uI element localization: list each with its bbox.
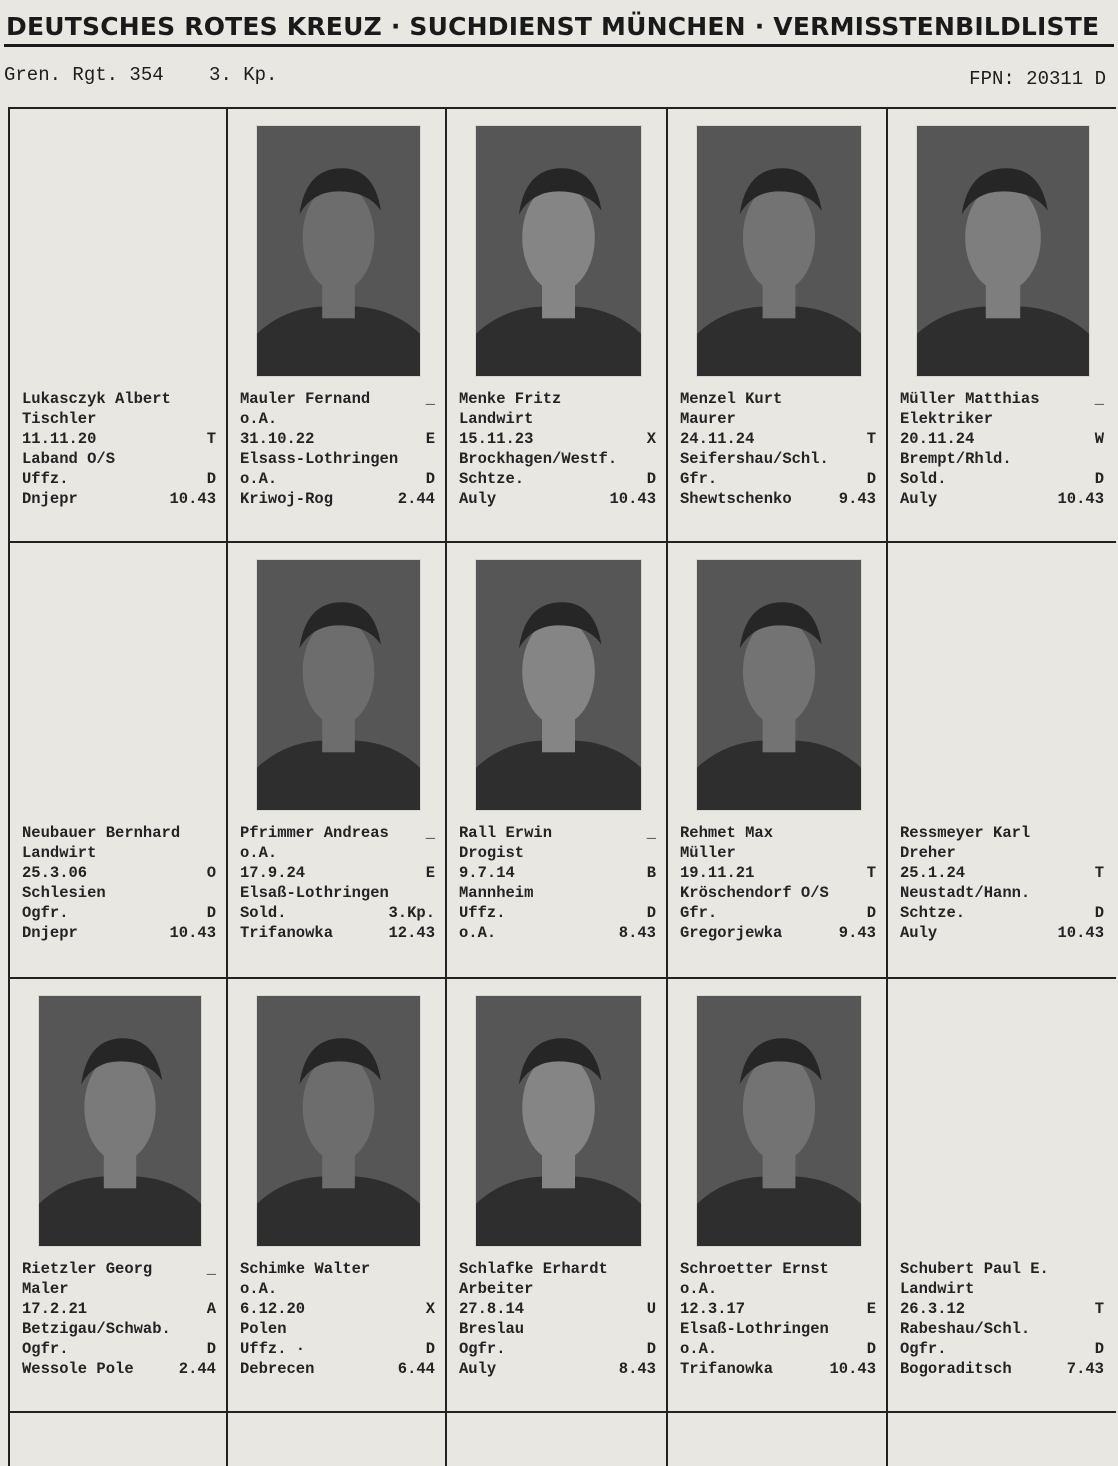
person-occupation: Maler [22,1280,69,1298]
person-name-row [900,1259,1104,1279]
person-missing-place: Debrecen [240,1360,315,1378]
person-rank-code: D [646,904,656,922]
person-birthplace: Rabeshau/Schl. [900,1320,1031,1338]
person-details [22,389,216,509]
person-birthdate: 25.3.06 [22,864,88,882]
person-occupation-row [459,1279,656,1299]
person-birthplace-row [900,1319,1104,1339]
person-details [900,389,1104,509]
person-rank: Ogfr. [22,1340,69,1358]
person-missing-place: Bogoraditsch [900,1360,1012,1378]
person-name: Rehmet Max [680,824,774,842]
person-rank-row [900,469,1104,489]
person-missing-place-code: 8.43 [618,924,656,942]
person-birthdate: 17.9.24 [240,864,306,882]
person-missing-place-code: 7.43 [1066,1360,1104,1378]
person-birthdate: 20.11.24 [900,430,975,448]
person-name: Menke Fritz [459,390,562,408]
portrait-photo [475,995,642,1247]
person-missing-place-code: 2.44 [397,490,435,508]
title-rule [4,44,1114,47]
person-name-row [240,389,435,409]
person-birthdate-row [459,429,656,449]
person-missing-place: o.A. [459,924,497,942]
person-name: Rietzler Georg [22,1260,153,1278]
person-occupation: Arbeiter [459,1280,534,1298]
person-birthplace-row [900,449,1104,469]
person-occupation-row [22,409,216,429]
person-rank-code: D [866,1340,876,1358]
person-occupation-row [900,409,1104,429]
person-name: Schimke Walter [240,1260,371,1278]
person-name-row [22,389,216,409]
person-birthplace-row [680,449,876,469]
person-birthplace: Breslau [459,1320,525,1338]
person-birthdate-code: T [866,430,876,448]
person-birthdate-row [22,429,216,449]
person-rank-code: D [206,470,216,488]
person-missing-place: Kriwoj-Rog [240,490,334,508]
portrait-photo [475,125,642,377]
portrait-photo [696,995,862,1247]
person-missing-place: Wessole Pole [22,1360,134,1378]
person-rank: Uffz. · [240,1340,306,1358]
person-grid [8,107,1116,1466]
person-rank: Ogfr. [22,904,69,922]
person-birthdate-code: U [646,1300,656,1318]
person-birthdate: 11.11.20 [22,430,97,448]
person-birthplace: Brockhagen/Westf. [459,450,618,468]
person-entry [668,981,886,1411]
person-rank-code: D [425,470,435,488]
person-rank-code: D [206,904,216,922]
person-entry [668,545,886,975]
person-rank-row [459,1339,656,1359]
person-rank-row [240,903,435,923]
person-entry [447,981,666,1411]
person-occupation-row [900,1279,1104,1299]
person-name-row [240,823,435,843]
person-rank-row [680,903,876,923]
person-rank: Ogfr. [900,1340,947,1358]
person-details [22,823,216,943]
person-birthdate-code: X [646,430,656,448]
person-name-code: _ [1094,390,1104,408]
person-occupation: o.A. [240,1280,278,1298]
person-rank-row [680,1339,876,1359]
person-name: Mauler Fernand [240,390,371,408]
person-missing-place-row [680,489,876,509]
person-birthdate-row [900,863,1104,883]
person-rank-code: D [1094,1340,1104,1358]
person-occupation: Dreher [900,844,956,862]
person-birthdate-code: O [206,864,216,882]
person-rank-code: 3.Kp. [388,904,435,922]
person-rank-code: D [866,904,876,922]
person-birthdate-row [459,863,656,883]
person-missing-place-row [240,489,435,509]
person-occupation: Drogist [459,844,525,862]
person-birthdate-row [680,1299,876,1319]
person-name: Menzel Kurt [680,390,783,408]
person-rank: o.A. [240,470,278,488]
person-occupation-row [680,843,876,863]
person-rank-row [900,1339,1104,1359]
person-entry [228,545,445,975]
person-birthplace-row [459,1319,656,1339]
person-rank-row [22,469,216,489]
person-birthdate: 25.1.24 [900,864,966,882]
person-birthdate-row [680,863,876,883]
person-name-row [680,1259,876,1279]
fpn-label: FPN: 20311 D [969,68,1106,90]
person-birthdate-row [240,863,435,883]
person-name: Lukasczyk Albert [22,390,171,408]
person-details [900,1259,1104,1379]
person-birthdate-code: E [425,430,435,448]
person-birthplace-row [240,1319,435,1339]
person-birthdate-row [900,429,1104,449]
person-rank: Uffz. [22,470,69,488]
portrait-photo [696,559,862,811]
person-birthplace-row [22,449,216,469]
person-missing-place: Trifanowka [240,924,334,942]
person-name: Schroetter Ernst [680,1260,829,1278]
person-birthdate: 19.11.21 [680,864,755,882]
person-details [459,1259,656,1379]
person-birthplace: Elsaß-Lothringen [680,1320,829,1338]
person-birthdate-row [240,429,435,449]
person-missing-place: Auly [900,490,938,508]
person-birthplace: Kröschendorf O/S [680,884,829,902]
person-missing-place-row [900,1359,1104,1379]
person-birthplace: Neustadt/Hann. [900,884,1031,902]
person-birthplace: Laband O/S [22,450,116,468]
person-birthplace: Betzigau/Schwab. [22,1320,171,1338]
person-birthplace-row [680,883,876,903]
person-occupation-row [22,1279,216,1299]
person-birthdate-row [22,1299,216,1319]
portrait-photo [256,125,421,377]
portrait-photo [38,995,202,1247]
person-rank-code: D [425,1340,435,1358]
person-missing-place-row [900,489,1104,509]
person-rank: Sold. [900,470,947,488]
person-missing-place-code: 10.43 [169,490,216,508]
person-name-row [459,389,656,409]
person-birthplace: Elsaß-Lothringen [240,884,389,902]
person-entry [10,545,226,975]
person-birthplace-row [240,883,435,903]
person-details [240,1259,435,1379]
person-rank: Schtze. [459,470,525,488]
person-details [680,1259,876,1379]
person-rank: Schtze. [900,904,966,922]
person-rank-code: D [1094,904,1104,922]
person-name: Rall Erwin [459,824,553,842]
person-birthplace-row [22,883,216,903]
person-birthdate-row [459,1299,656,1319]
person-name-row [680,389,876,409]
person-occupation-row [22,843,216,863]
person-name: Müller Matthias [900,390,1040,408]
person-rank-code: D [1094,470,1104,488]
person-occupation-row [459,843,656,863]
person-birthplace: Mannheim [459,884,534,902]
person-rank: Gfr. [680,904,718,922]
person-missing-place-code: 9.43 [838,924,876,942]
person-name: Schubert Paul E. [900,1260,1049,1278]
person-birthplace-row [900,883,1104,903]
list-title: DEUTSCHES ROTES KREUZ · SUCHDIENST MÜNCHEN · VERMISSTENBILDLISTE [6,12,1100,41]
person-birthplace: Brempt/Rhld. [900,450,1012,468]
portrait-photo [696,125,862,377]
person-missing-place-row [22,489,216,509]
person-birthdate-code: A [206,1300,216,1318]
person-missing-place: Auly [459,490,497,508]
person-rank-row [240,1339,435,1359]
person-birthplace: Schlesien [22,884,106,902]
person-birthdate-row [240,1299,435,1319]
person-birthdate-row [900,1299,1104,1319]
person-name-code: _ [206,1260,216,1278]
person-birthplace-row [240,449,435,469]
person-birthplace-row [459,449,656,469]
person-birthdate: 15.11.23 [459,430,534,448]
person-occupation-row [900,843,1104,863]
person-missing-place-row [459,923,656,943]
person-occupation-row [240,409,435,429]
person-missing-place-row [240,923,435,943]
portrait-photo [475,559,642,811]
person-missing-place-row [459,1359,656,1379]
person-entry [447,111,666,541]
person-name-row [459,1259,656,1279]
row-divider [10,1411,1116,1413]
person-name-row [900,823,1104,843]
person-missing-place-code: 10.43 [1057,924,1104,942]
person-birthdate-code: B [646,864,656,882]
person-occupation: Maurer [680,410,736,428]
person-missing-place-code: 10.43 [829,1360,876,1378]
person-details [680,823,876,943]
person-missing-place-row [680,1359,876,1379]
person-birthdate-code: E [866,1300,876,1318]
person-name-code: _ [646,824,656,842]
person-occupation-row [680,1279,876,1299]
person-missing-place-code: 10.43 [169,924,216,942]
person-name: Ressmeyer Karl [900,824,1031,842]
person-birthplace-row [22,1319,216,1339]
person-birthplace: Seifershau/Schl. [680,450,829,468]
person-occupation: Müller [680,844,736,862]
person-name-code: _ [425,390,435,408]
person-missing-place-code: 2.44 [178,1360,216,1378]
person-rank-row [22,903,216,923]
person-entry [228,981,445,1411]
person-rank-row [240,469,435,489]
person-birthdate-code: T [866,864,876,882]
person-birthdate-row [22,863,216,883]
person-occupation: Landwirt [459,410,534,428]
person-missing-place: Trifanowka [680,1360,774,1378]
person-birthdate-code: T [1094,1300,1104,1318]
portrait-photo [256,995,421,1247]
person-name: Neubauer Bernhard [22,824,181,842]
person-rank-row [680,469,876,489]
person-missing-place-code: 10.43 [1057,490,1104,508]
person-missing-place-row [22,923,216,943]
regiment-label: Gren. Rgt. 354 [4,64,164,86]
person-birthdate-code: W [1094,430,1104,448]
person-missing-place-code: 9.43 [838,490,876,508]
person-name-row [22,823,216,843]
person-name-code: _ [425,824,435,842]
person-birthdate: 31.10.22 [240,430,315,448]
portrait-photo [256,559,421,811]
person-occupation: o.A. [680,1280,718,1298]
person-entry [447,545,666,975]
person-missing-place-row [459,489,656,509]
person-occupation: Elektriker [900,410,994,428]
person-missing-place-code: 8.43 [618,1360,656,1378]
person-occupation: Tischler [22,410,97,428]
person-details [680,389,876,509]
person-rank-code: D [206,1340,216,1358]
person-rank-code: D [646,1340,656,1358]
person-missing-place: Gregorjewka [680,924,783,942]
person-rank-code: D [646,470,656,488]
person-birthplace-row [459,883,656,903]
person-birthdate-code: T [1094,864,1104,882]
person-details [240,823,435,943]
person-entry [10,981,226,1411]
person-birthdate: 24.11.24 [680,430,755,448]
person-entry [228,111,445,541]
row-divider [10,977,1116,979]
person-rank-row [900,903,1104,923]
person-entry [888,545,1114,975]
person-details [22,1259,216,1379]
person-occupation-row [240,843,435,863]
row-divider [10,541,1116,543]
person-missing-place-row [240,1359,435,1379]
person-rank-row [459,469,656,489]
company-label: 3. Kp. [209,64,278,86]
person-rank-row [22,1339,216,1359]
person-birthdate-code: E [425,864,435,882]
person-rank: Uffz. [459,904,506,922]
person-entry [888,981,1114,1411]
person-name-row [240,1259,435,1279]
person-missing-place: Auly [459,1360,497,1378]
person-name-row [680,823,876,843]
person-birthdate: 9.7.14 [459,864,515,882]
person-birthdate: 17.2.21 [22,1300,88,1318]
person-missing-place-code: 6.44 [397,1360,435,1378]
person-missing-place: Dnjepr [22,924,78,942]
person-birthplace: Polen [240,1320,287,1338]
person-missing-place: Dnjepr [22,490,78,508]
person-name: Pfrimmer Andreas [240,824,389,842]
portrait-photo [916,125,1090,377]
person-birthdate: 12.3.17 [680,1300,746,1318]
person-details [459,823,656,943]
person-missing-place-code: 10.43 [609,490,656,508]
person-rank: o.A. [680,1340,718,1358]
person-missing-place-code: 12.43 [388,924,435,942]
person-birthdate: 26.3.12 [900,1300,966,1318]
person-occupation: o.A. [240,844,278,862]
person-entry [10,111,226,541]
person-missing-place-row [22,1359,216,1379]
person-occupation: o.A. [240,410,278,428]
person-name-row [22,1259,216,1279]
person-entry [668,111,886,541]
person-rank: Gfr. [680,470,718,488]
person-entry [888,111,1114,541]
person-occupation-row [459,409,656,429]
person-missing-place: Shewtschenko [680,490,792,508]
person-missing-place: Auly [900,924,938,942]
person-occupation: Landwirt [22,844,97,862]
person-rank: Ogfr. [459,1340,506,1358]
person-birthdate-code: T [206,430,216,448]
person-birthdate-code: X [425,1300,435,1318]
person-rank: Sold. [240,904,287,922]
person-name: Schlafke Erhardt [459,1260,608,1278]
person-birthdate: 27.8.14 [459,1300,525,1318]
person-details [459,389,656,509]
person-birthplace: Elsass-Lothringen [240,450,399,468]
person-details [240,389,435,509]
person-birthdate-row [680,429,876,449]
person-birthplace-row [680,1319,876,1339]
person-birthdate: 6.12.20 [240,1300,306,1318]
unit-line [4,64,311,86]
person-name-row [459,823,656,843]
person-missing-place-row [900,923,1104,943]
person-rank-row [459,903,656,923]
person-details [900,823,1104,943]
person-name-row [900,389,1104,409]
person-occupation: Landwirt [900,1280,975,1298]
person-missing-place-row [680,923,876,943]
person-occupation-row [240,1279,435,1299]
person-occupation-row [680,409,876,429]
person-rank-code: D [866,470,876,488]
